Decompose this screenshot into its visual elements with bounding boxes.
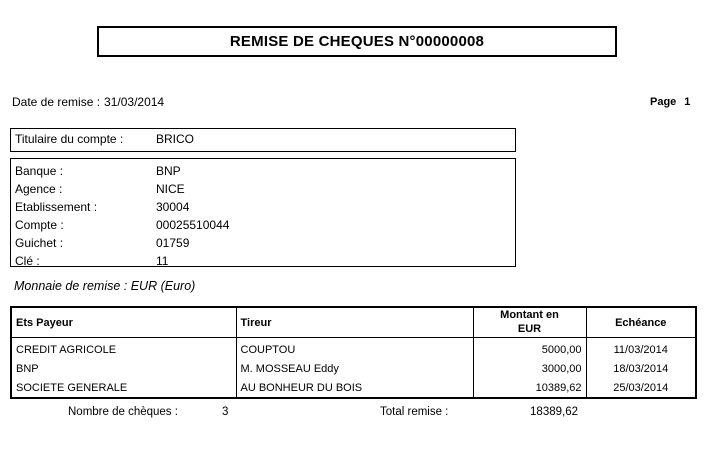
cell-tireur: M. MOSSEAU Eddy — [236, 359, 473, 378]
cell-tireur: AU BONHEUR DU BOIS — [236, 378, 473, 398]
page-indicator — [650, 96, 690, 108]
cheque-count-label: Nombre de chèques : — [68, 406, 178, 418]
bank-label: Clé : — [15, 254, 40, 268]
cell-tireur: COUPTOU — [236, 338, 473, 360]
bank-value: 01759 — [156, 236, 190, 250]
column-header-montant: Montant en EUR — [473, 307, 586, 338]
total-remise-label: Total remise : — [380, 406, 449, 418]
account-holder-label: Titulaire du compte : — [15, 132, 124, 146]
account-holder-value: BRICO — [156, 132, 195, 146]
cell-echeance: 11/03/2014 — [586, 338, 696, 360]
cell-montant: 10389,62 — [473, 378, 586, 398]
cheque-count-value: 3 — [222, 406, 229, 418]
total-remise-value: 18389,62 — [530, 406, 578, 418]
remise-date-value: 31/03/2014 — [104, 95, 165, 109]
table-row — [11, 378, 696, 398]
report-title-box — [97, 26, 617, 57]
bank-label: Compte : — [15, 218, 64, 232]
page-label: Page — [650, 96, 677, 108]
bank-value: 30004 — [156, 200, 190, 214]
bank-row-compte — [11, 216, 515, 234]
bank-value: BNP — [156, 164, 181, 178]
column-header-tireur: Tireur — [236, 307, 473, 338]
bank-value: NICE — [156, 182, 185, 196]
bank-value: 11 — [156, 254, 169, 268]
cell-echeance: 25/03/2014 — [586, 378, 696, 398]
bank-row-etablissement — [11, 198, 515, 216]
summary-line — [0, 406, 713, 422]
column-header-echeance: Echéance — [586, 307, 696, 338]
bank-label: Banque : — [15, 164, 64, 178]
cell-ets-payeur: BNP — [16, 362, 39, 375]
cell-montant: 3000,00 — [473, 359, 586, 378]
table-row — [11, 359, 696, 378]
table-row — [11, 338, 696, 360]
column-header-ets-payeur: Ets Payeur — [11, 307, 236, 338]
cell-ets-payeur: CREDIT AGRICOLE — [16, 343, 117, 356]
cheques-table — [10, 306, 697, 399]
cheques-table-header — [11, 307, 696, 338]
bank-details-rows — [11, 159, 515, 270]
bank-row-agence — [11, 180, 515, 198]
cell-ets-payeur: SOCIETE GENERALE — [16, 381, 128, 394]
bank-value: 00025510044 — [156, 218, 230, 232]
page-number: 1 — [684, 96, 691, 108]
bank-row-banque — [11, 162, 515, 180]
remise-date-label: Date de remise : — [12, 95, 101, 109]
cell-echeance: 18/03/2014 — [586, 359, 696, 378]
cheques-table-body — [11, 338, 696, 399]
bank-details-box — [10, 158, 516, 267]
bank-label: Agence : — [15, 182, 63, 196]
bank-row-guichet — [11, 234, 515, 252]
currency-line: Monnaie de remise : EUR (Euro) — [14, 279, 196, 293]
account-holder-box — [10, 128, 516, 152]
bank-label: Guichet : — [15, 236, 64, 250]
report-title: REMISE DE CHEQUES N°00000008 — [229, 33, 485, 50]
bank-row-cle — [11, 252, 515, 270]
cell-montant: 5000,00 — [473, 338, 586, 360]
bank-label: Etablissement : — [15, 200, 98, 214]
remise-date-line — [12, 95, 164, 109]
